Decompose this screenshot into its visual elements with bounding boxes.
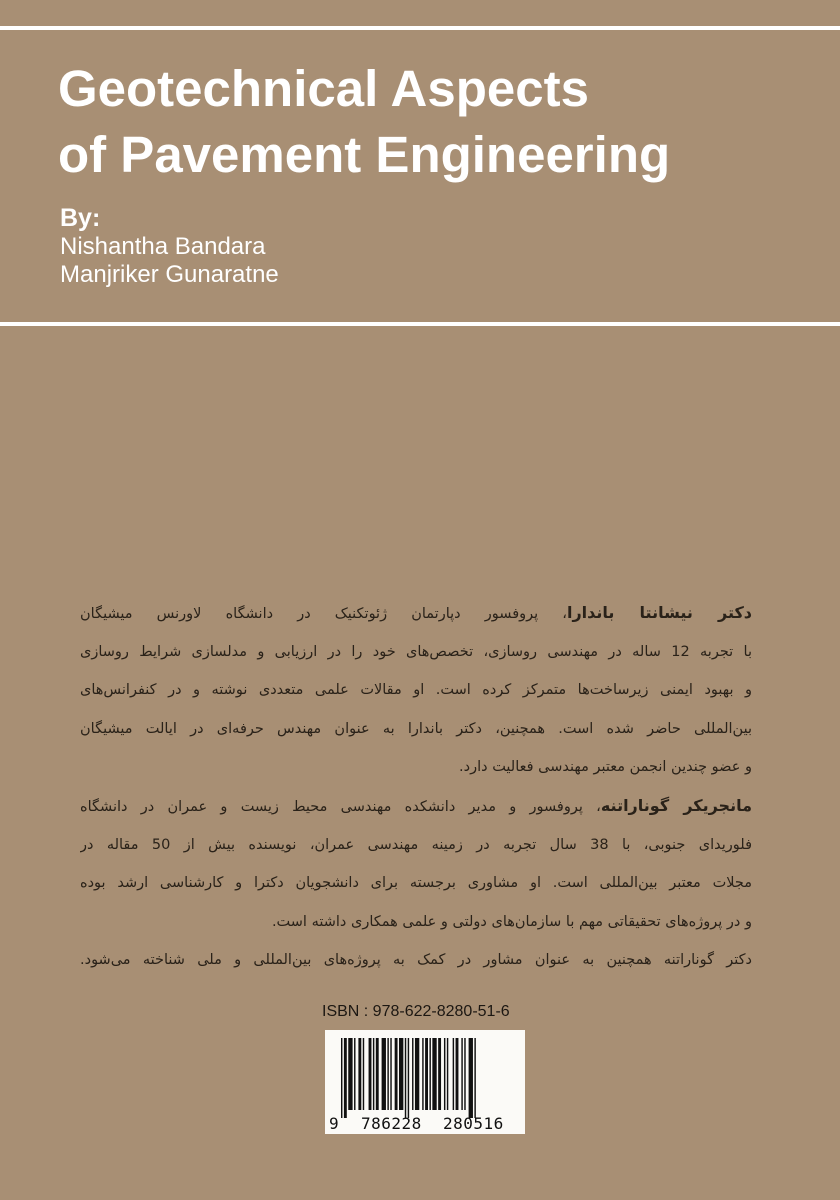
barcode-bar — [412, 1038, 413, 1110]
author-name: Nishantha Bandara — [60, 233, 266, 260]
barcode-bar — [425, 1038, 428, 1110]
barcode-bar — [369, 1038, 372, 1110]
barcode-bar — [429, 1038, 430, 1110]
barcode-bar — [387, 1038, 388, 1110]
bio-text: ، پروفسور و مدیر دانشکده مهندسی محیط زیست و عمران در دانشگاه — [80, 799, 601, 815]
bio-gunaratne — [80, 787, 752, 980]
bio-line: بین‌المللی حاضر شده است. همچنین، دکتر باندارا به عنوان مهندس حرفه‌ای در ایالت میشیگان — [80, 720, 752, 737]
barcode-digit-first: 9 — [329, 1114, 339, 1133]
isbn-label: ISBN : 978-622-8280-51-6 — [322, 1003, 510, 1020]
barcode-bar — [354, 1038, 355, 1110]
barcode-bar — [415, 1038, 419, 1110]
barcode-bar — [464, 1038, 465, 1110]
barcode-bar — [341, 1038, 342, 1118]
bio-line: مجلات معتبر بین‌المللی است. او مشاوری برجسته برای دانشجویان دکترا و کارشناسی ارشد بوده — [80, 875, 752, 892]
barcode-bar — [390, 1038, 391, 1110]
barcode-bar — [376, 1038, 379, 1110]
bio-line: و در پروژه‌های تحقیقاتی مهم با سازمان‌های دولتی و علمی همکاری داشته است. — [271, 913, 752, 930]
barcode-bar — [348, 1038, 352, 1110]
bio-author-name: دکتر نیشانتا باندارا — [566, 603, 752, 622]
barcode-bar — [461, 1038, 462, 1110]
barcode-bar — [453, 1038, 454, 1110]
barcode-bar — [344, 1038, 347, 1118]
barcode-digit-group-right: 280516 — [443, 1114, 504, 1133]
bio-line: با تجربه 12 ساله در مهندسی روسازی، تخصص‌های خود را در ارزیابی و مدلسازی شرایط روسازی — [80, 643, 752, 660]
bottom-divider — [0, 322, 840, 326]
barcode-bar — [456, 1038, 459, 1110]
bio-line — [80, 787, 752, 826]
barcode-bar — [432, 1038, 436, 1110]
barcode-bar — [399, 1038, 403, 1110]
barcode-bar — [382, 1038, 386, 1110]
barcode-bar — [447, 1038, 448, 1110]
top-divider — [0, 26, 840, 30]
by-label: By: — [60, 204, 101, 232]
bio-author-name: مانجریکر گوناراتنه — [600, 796, 752, 815]
author-name: Manjriker Gunaratne — [60, 261, 279, 288]
barcode-bar — [444, 1038, 445, 1110]
bio-line: دکتر گوناراتنه همچنین به عنوان مشاور در کمک به پروژه‌های بین‌المللی و ملی شناخته می‌شود. — [80, 952, 752, 969]
book-title-line-1: Geotechnical Aspects — [58, 60, 589, 117]
bio-line: و عضو چندین انجمن معتبر مهندسی فعالیت دارد. — [459, 759, 752, 776]
bio-text: ، پروفسور دپارتمان ژئوتکنیک در دانشگاه لاورنس میشیگان — [80, 606, 567, 622]
barcode-bar — [395, 1038, 398, 1110]
bio-line: و بهبود ایمنی زیرساخت‌ها متمرکز کرده است. او مقالات علمی متعددی نوشته و در کنفرانس‌های — [80, 682, 752, 699]
barcode-bar — [363, 1038, 364, 1110]
bio-line: فلوریدای جنوبی، با 38 سال تجربه در زمینه مهندسی عمران، نویسنده بیش از 50 مقاله در — [80, 836, 752, 853]
barcode-bar — [422, 1038, 423, 1110]
barcode-bar — [438, 1038, 441, 1110]
barcode-bar — [469, 1038, 473, 1118]
barcode — [325, 1030, 525, 1134]
barcode-bar — [408, 1038, 409, 1118]
barcode-bar — [405, 1038, 406, 1118]
barcode-bar — [373, 1038, 374, 1110]
book-title-line-2: of Pavement Engineering — [58, 126, 671, 183]
barcode-digit-group-left: 786228 — [361, 1114, 422, 1133]
barcode-bar — [474, 1038, 475, 1118]
bio-bandara — [80, 594, 752, 787]
barcode-bar — [358, 1038, 361, 1110]
bio-line — [80, 594, 752, 633]
